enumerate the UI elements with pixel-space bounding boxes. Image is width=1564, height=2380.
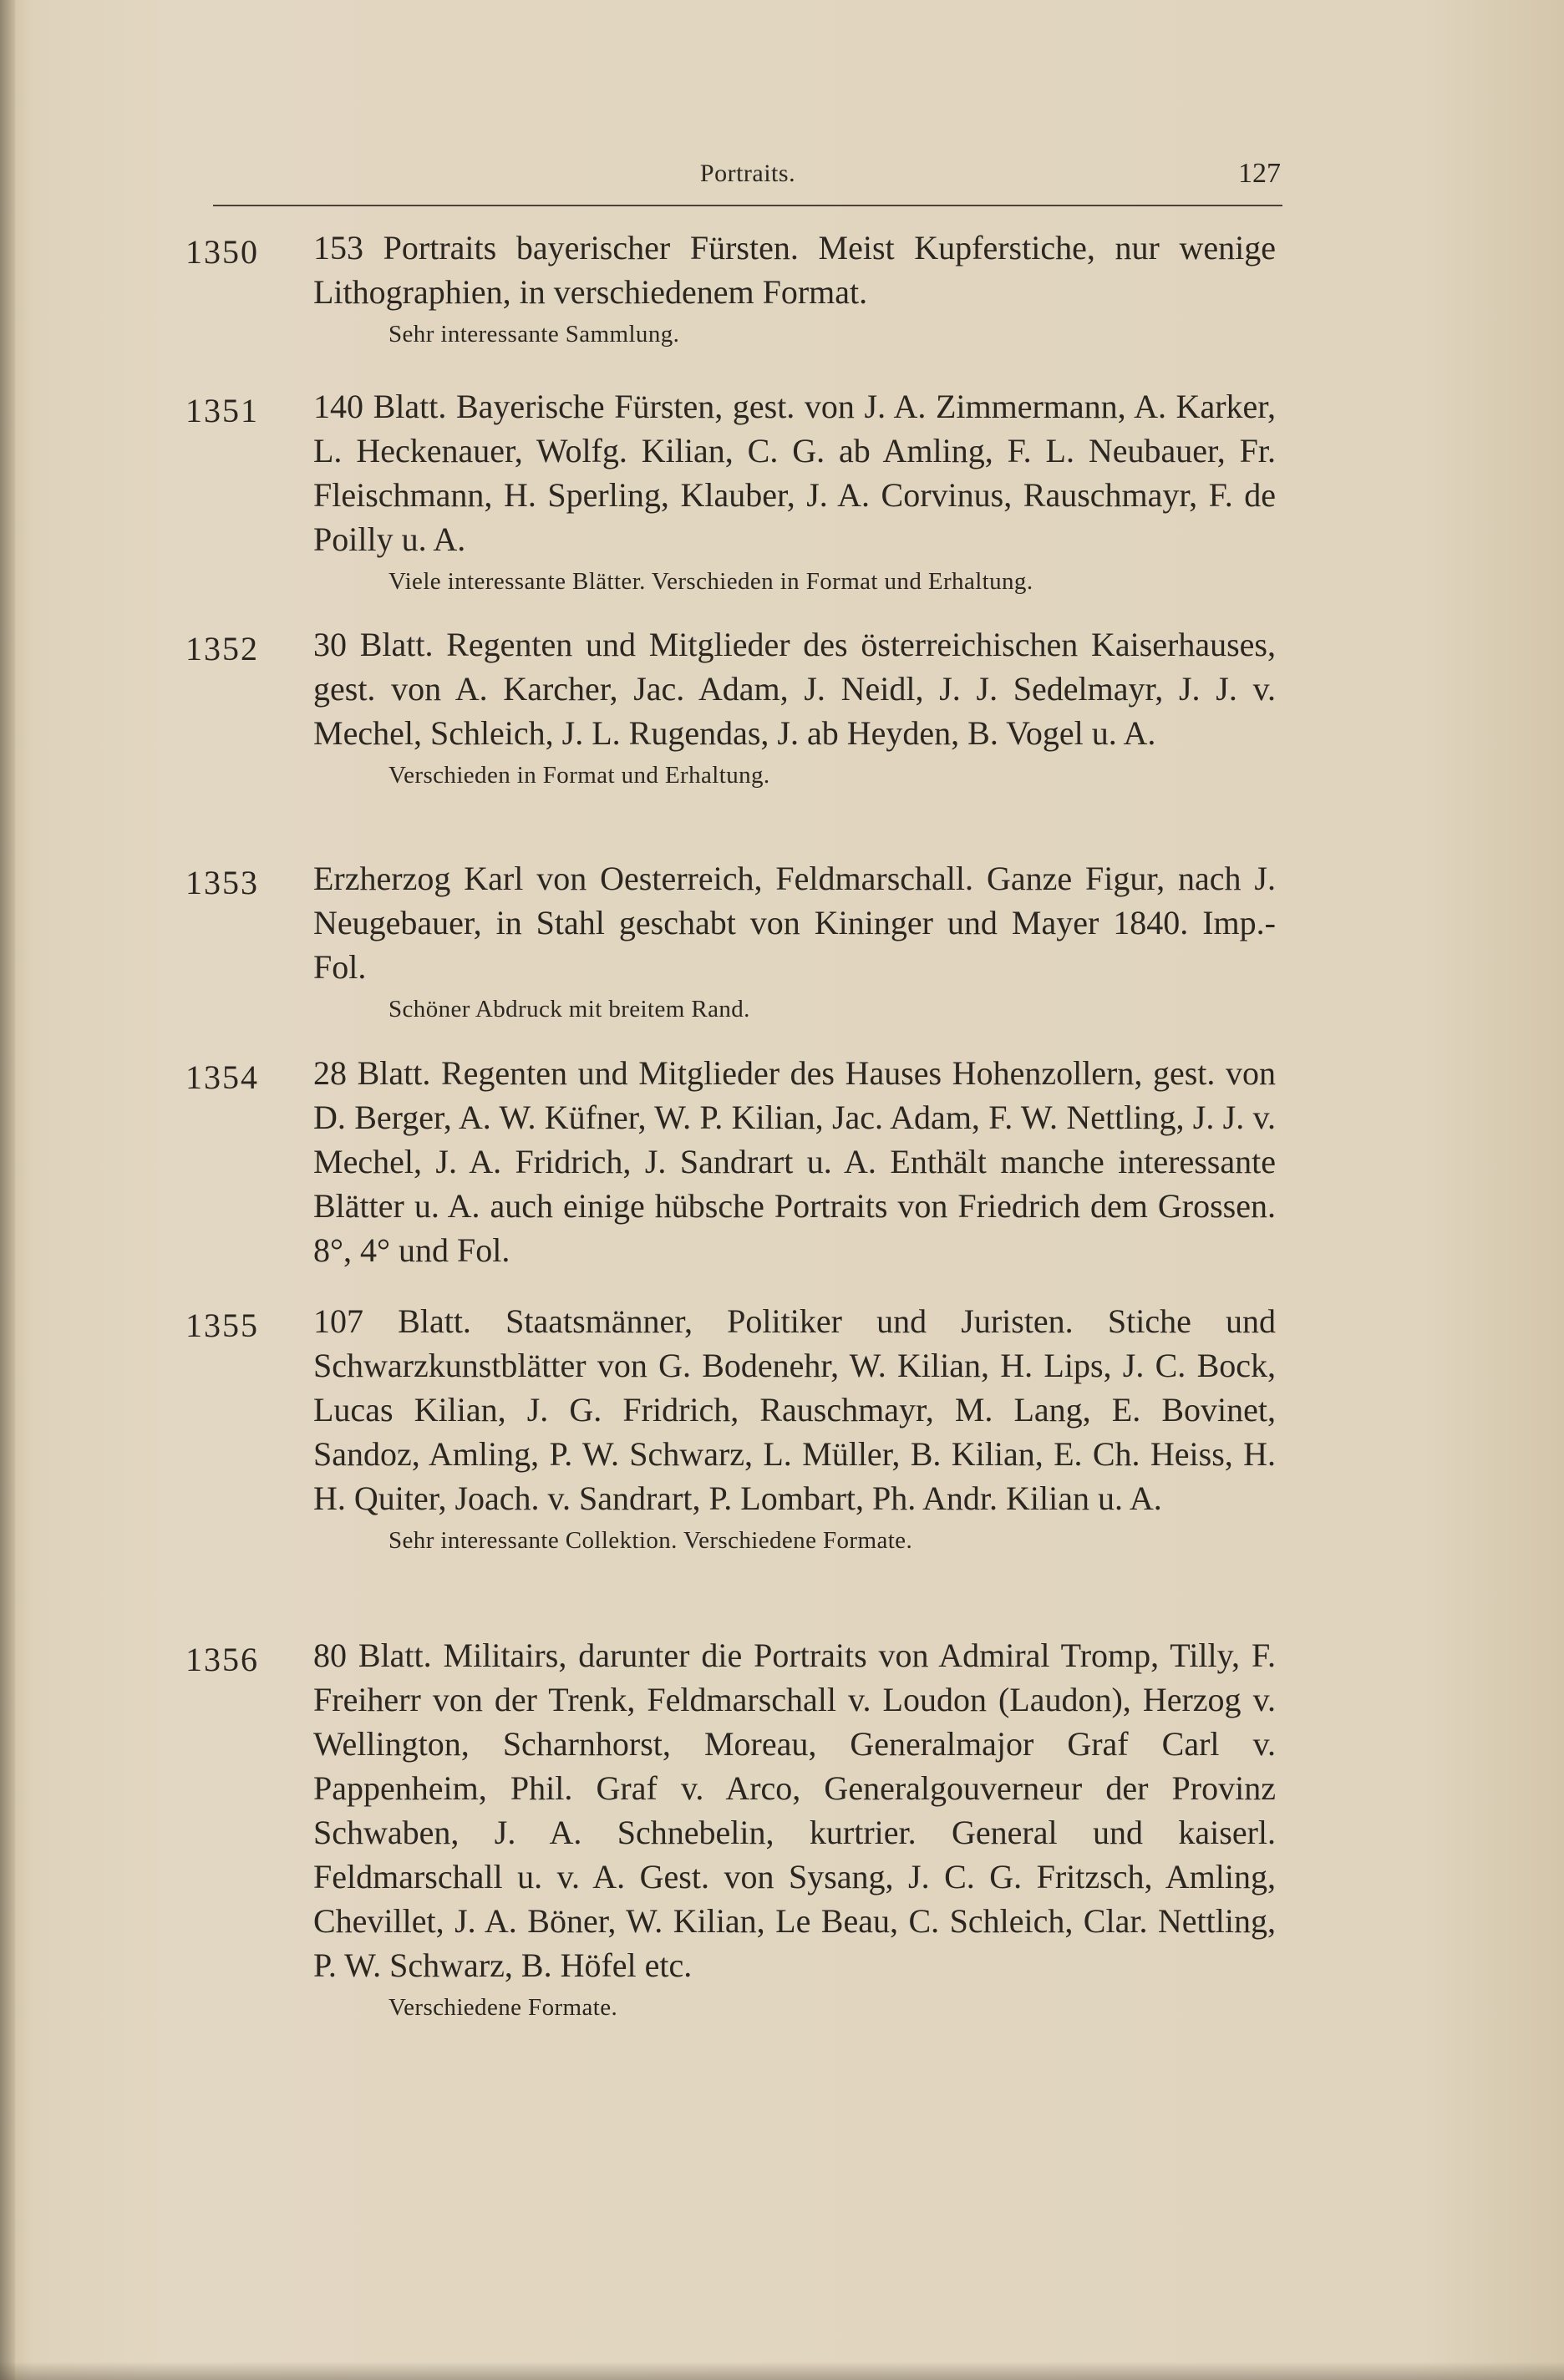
entry-description bbox=[313, 1051, 1276, 1272]
entry-text: 140 Blatt. Bayerische Fürsten, gest. von J. A. Zimmermann, A. Karker, L. Heckenauer, Wolfg. Kilian, C. G. ab Amling, F. L. Neubauer, Fr. Fleischmann, H. Sperling, Klauber, J. A. Corvinus, Rauschmayr, F. de Poilly u. A. bbox=[313, 388, 1276, 558]
lot-number: 1350 bbox=[185, 233, 259, 271]
lot-number: 1351 bbox=[185, 392, 259, 429]
page-bottom-shadow bbox=[0, 2362, 1564, 2380]
running-title: Portraits. bbox=[699, 160, 796, 187]
entry-description bbox=[313, 1299, 1276, 1559]
entry-note: Verschiedene Formate. bbox=[388, 1994, 618, 2021]
entry-description bbox=[313, 1633, 1276, 2026]
entry-text: 30 Blatt. Regenten und Mitglieder des österreichischen Kaiserhauses, gest. von A. Karcher, Jac. Adam, J. Neidl, J. J. Sedelmayr, J. J. v. Mechel, Schleich, J. L. Rugendas, J. ab Heyden, B. Vogel u. A. bbox=[313, 626, 1276, 752]
entry-note: Schöner Abdruck mit breitem Rand. bbox=[388, 996, 750, 1023]
lot-number: 1356 bbox=[185, 1641, 259, 1678]
lot-number: 1355 bbox=[185, 1307, 259, 1344]
lot-number: 1354 bbox=[185, 1058, 259, 1096]
entry-description bbox=[313, 856, 1276, 1028]
book-spine-edge bbox=[0, 0, 15, 2380]
entry-note: Sehr interessante Collektion. Verschiedene Formate. bbox=[388, 1527, 913, 1554]
lot-number: 1353 bbox=[185, 864, 259, 901]
entry-note: Viele interessante Blätter. Verschieden in Format und Erhaltung. bbox=[388, 568, 1033, 595]
entry-description bbox=[313, 622, 1276, 794]
running-header bbox=[213, 155, 1282, 206]
entry-text: Erzherzog Karl von Oesterreich, Feldmarschall. Ganze Figur, nach J. Neugebauer, in Stahl geschabt von Kininger und Mayer 1840. Imp.-Fol. bbox=[313, 860, 1276, 986]
entry-note: Sehr interessante Sammlung. bbox=[388, 321, 680, 348]
lot-number: 1352 bbox=[185, 630, 259, 667]
entry-text: 107 Blatt. Staatsmänner, Politiker und Juristen. Stiche und Schwarzkunstblätter von G. Bodenehr, W. Kilian, H. Lips, J. C. Bock, Lucas Kilian, J. G. Fridrich, Rauschmayr, M. Lang, E. Bovinet, Sandoz, Amling, P. W. Schwarz, L. Müller, B. Kilian, E. Ch. Heiss, H. H. Quiter, Joach. v. Sandrart, P. Lombart, Ph. Andr. Kilian u. A. bbox=[313, 1302, 1276, 1517]
entry-note: Verschieden in Format und Erhaltung. bbox=[388, 762, 770, 789]
entry-text: 80 Blatt. Militairs, darunter die Portraits von Admiral Tromp, Tilly, F. Freiherr von der Trenk, Feldmarschall v. Loudon (Laudon), Herzog v. Wellington, Scharnhorst, Moreau, Generalmajor Graf Carl v. Pappenheim, Phil. Graf v. Arco, Generalgouverneur der Provinz Schwaben, J. A. Schnebelin, kurtrier. General und kaiserl. Feldmarschall u. v. A. Gest. von Sysang, J. C. G. Fritzsch, Amling, Chevillet, J. A. Böner, W. Kilian, Le Beau, C. Schleich, Clar. Nettling, P. W. Schwarz, B. Höfel etc. bbox=[313, 1637, 1276, 1984]
entry-text: 153 Portraits bayerischer Fürsten. Meist Kupferstiche, nur wenige Lithographien, in verschiedenem Format. bbox=[313, 229, 1276, 311]
entry-description bbox=[313, 384, 1276, 600]
entry-description bbox=[313, 226, 1276, 353]
entry-text: 28 Blatt. Regenten und Mitglieder des Hauses Hohenzollern, gest. von D. Berger, A. W. Küfner, W. P. Kilian, Jac. Adam, F. W. Nettling, J. J. v. Mechel, J. A. Fridrich, J. Sandrart u. A. Enthält manche interessante Blätter u. A. auch einige hübsche Portraits von Friedrich dem Grossen. 8°, 4° und Fol. bbox=[313, 1054, 1276, 1269]
page-number: 127 bbox=[1238, 158, 1281, 189]
